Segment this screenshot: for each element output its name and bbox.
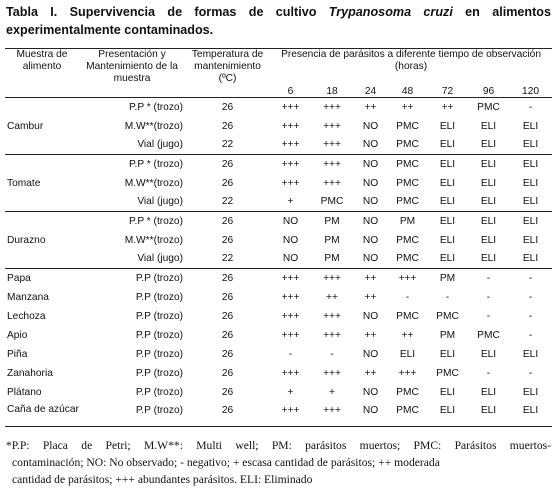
- result-cell: +++: [281, 291, 300, 303]
- header-presence: Presencia de parásitos a diferente tiempo de observación (horas): [281, 49, 541, 72]
- footnote-line: cantidad de parásitos; +++ abundantes parásitos. ELI: Eliminado: [12, 473, 313, 486]
- result-cell: -: [486, 310, 491, 322]
- result-cell: -: [445, 291, 450, 303]
- temperature-cell: 26: [221, 310, 234, 322]
- result-cell: +++: [270, 136, 311, 155]
- presentation-cell: P.P (trozo): [79, 402, 185, 427]
- table-row: [5, 364, 552, 383]
- result-cell: PMC: [477, 329, 500, 341]
- header-hour: 48: [388, 86, 427, 98]
- temperature-cell: 26: [221, 177, 234, 189]
- result-cell: ++: [364, 291, 377, 303]
- result-cell: +++: [398, 367, 417, 379]
- temperature-cell: 26: [221, 291, 234, 303]
- result-cell: PMC: [388, 136, 427, 155]
- result-cell: NO: [362, 386, 379, 398]
- result-cell: ELI: [522, 386, 539, 398]
- result-cell: -: [528, 101, 533, 113]
- food-cell: Manzana: [7, 291, 49, 303]
- table-row: [5, 174, 552, 193]
- result-cell: NO: [362, 310, 379, 322]
- result-cell: ELI: [480, 177, 497, 189]
- table-row: [5, 288, 552, 307]
- result-cell: ++: [401, 329, 414, 341]
- result-cell: ++: [364, 329, 377, 341]
- result-cell: +++: [323, 177, 341, 189]
- result-cell: ELI: [427, 193, 468, 212]
- result-cell: ++: [326, 291, 338, 303]
- title-text-end: en alimentos experimentalmente contaminados.: [6, 5, 551, 37]
- result-cell: PMC: [396, 234, 419, 246]
- temperature-cell: 26: [221, 386, 234, 398]
- result-cell: ELI: [439, 234, 456, 246]
- result-cell: PM: [439, 272, 456, 284]
- presentation-cell: P.P * (trozo): [129, 158, 183, 170]
- table-title: [6, 3, 551, 39]
- result-cell: -: [528, 329, 533, 341]
- survival-table: [5, 48, 552, 427]
- temperature-cell: 26: [221, 158, 234, 170]
- header-hour: 120: [509, 86, 552, 98]
- presentation-cell: Vial (jugo): [79, 136, 185, 155]
- header-hour: 18: [311, 86, 353, 98]
- header-temperature: Temperatura de mantenimiento (ºC): [185, 49, 270, 98]
- result-cell: ELI: [509, 402, 552, 427]
- result-cell: +++: [323, 120, 341, 132]
- result-cell: ELI: [468, 193, 509, 212]
- header-food: Muestra de alimento: [5, 49, 79, 98]
- temperature-cell: 26: [221, 234, 234, 246]
- food-cell: Cambur: [5, 98, 79, 155]
- table-row: [5, 136, 552, 155]
- result-cell: ELI: [439, 386, 456, 398]
- result-cell: +: [270, 193, 311, 212]
- temperature-cell: 26: [221, 272, 234, 284]
- temperature-cell: 26: [221, 215, 234, 227]
- result-cell: PM: [399, 215, 416, 227]
- result-cell: ELI: [439, 120, 456, 132]
- result-cell: +++: [270, 402, 311, 427]
- result-cell: +++: [281, 272, 300, 284]
- result-cell: ++: [364, 272, 377, 284]
- result-cell: ++: [364, 101, 377, 113]
- result-cell: PMC: [396, 120, 419, 132]
- food-cell: Plátano: [7, 386, 42, 398]
- temperature-cell: 22: [185, 193, 270, 212]
- presentation-cell: P.P (trozo): [135, 367, 183, 379]
- table-row: [5, 326, 552, 345]
- result-cell: ELI: [468, 250, 509, 269]
- result-cell: ELI: [522, 234, 539, 246]
- food-cell: Tomate: [5, 155, 79, 212]
- presentation-cell: P.P (trozo): [135, 310, 183, 322]
- presentation-cell: P.P * (trozo): [129, 101, 183, 113]
- result-cell: ELI: [439, 158, 456, 170]
- result-cell: +: [329, 386, 335, 398]
- result-cell: ELI: [522, 177, 539, 189]
- result-cell: ELI: [427, 250, 468, 269]
- result-cell: +++: [281, 120, 300, 132]
- title-species: Trypanosoma cruzi: [328, 5, 453, 19]
- table-row: [5, 193, 552, 212]
- result-cell: ELI: [480, 348, 497, 360]
- table-row: [5, 269, 552, 288]
- result-cell: ELI: [468, 402, 509, 427]
- result-cell: ELI: [480, 120, 497, 132]
- result-cell: -: [528, 310, 533, 322]
- presentation-cell: Vial (jugo): [79, 250, 185, 269]
- result-cell: +++: [311, 136, 353, 155]
- result-cell: +++: [281, 177, 300, 189]
- result-cell: PM: [324, 215, 340, 227]
- result-cell: PMC: [388, 193, 427, 212]
- result-cell: NO: [282, 234, 299, 246]
- result-cell: -: [288, 348, 293, 360]
- result-cell: -: [528, 272, 533, 284]
- result-cell: ++: [364, 367, 377, 379]
- table-row: [5, 345, 552, 364]
- presentation-cell: P.P (trozo): [135, 291, 183, 303]
- result-cell: ELI: [439, 348, 456, 360]
- temperature-cell: 26: [185, 402, 270, 427]
- result-cell: +++: [281, 310, 300, 322]
- result-cell: ELI: [468, 136, 509, 155]
- header-hour: 24: [353, 86, 388, 98]
- result-cell: NO: [362, 215, 379, 227]
- presentation-cell: M.W**(trozo): [124, 177, 183, 189]
- header-hour: 6: [270, 86, 311, 98]
- presentation-cell: P.P (trozo): [135, 386, 183, 398]
- food-cell: Piña: [7, 348, 28, 360]
- result-cell: ELI: [522, 348, 539, 360]
- temperature-cell: 26: [221, 329, 234, 341]
- result-cell: NO: [353, 250, 388, 269]
- temperature-cell: 26: [221, 367, 234, 379]
- temperature-cell: 26: [221, 101, 234, 113]
- result-cell: ELI: [522, 158, 539, 170]
- table-body: [5, 98, 552, 427]
- result-cell: -: [528, 367, 533, 379]
- result-cell: ELI: [522, 120, 539, 132]
- result-cell: PM: [439, 329, 456, 341]
- result-cell: PMC: [396, 177, 419, 189]
- result-cell: +++: [323, 367, 341, 379]
- result-cell: -: [486, 367, 491, 379]
- result-cell: NO: [362, 177, 379, 189]
- presentation-cell: P.P (trozo): [135, 272, 183, 284]
- presentation-cell: M.W**(trozo): [124, 234, 183, 246]
- result-cell: -: [330, 348, 334, 360]
- result-cell: NO: [362, 348, 379, 360]
- result-cell: ++: [401, 101, 414, 113]
- result-cell: +++: [281, 101, 300, 113]
- result-cell: ELI: [480, 234, 497, 246]
- footnote-line: *P.P: Placa de Petri; M.W**: Multi well; PM: parásitos muertos; PMC: Parásitos muertos-: [6, 439, 551, 452]
- result-cell: ++: [441, 101, 454, 113]
- result-cell: +++: [398, 272, 417, 284]
- result-cell: +++: [281, 158, 300, 170]
- result-cell: PMC: [436, 367, 459, 379]
- result-cell: -: [528, 291, 533, 303]
- result-cell: PMC: [396, 158, 419, 170]
- presentation-cell: P.P (trozo): [135, 329, 183, 341]
- title-text: Tabla I. Supervivencia de formas de cultivo: [6, 5, 329, 19]
- header-presentation: Presentación y Mantenimiento de la muestra: [79, 49, 185, 98]
- temperature-cell: 26: [221, 348, 234, 360]
- table-row: [5, 383, 552, 402]
- table-row: [5, 117, 552, 136]
- result-cell: ELI: [509, 136, 552, 155]
- result-cell: PM: [324, 234, 340, 246]
- result-cell: PMC: [388, 402, 427, 427]
- food-cell: Durazno: [5, 212, 79, 269]
- presentation-cell: P.P * (trozo): [129, 215, 183, 227]
- table-row: [5, 250, 552, 269]
- result-cell: +++: [323, 158, 341, 170]
- result-cell: NO: [362, 158, 379, 170]
- result-cell: +: [287, 386, 294, 398]
- presentation-cell: P.P (trozo): [135, 348, 183, 360]
- result-cell: ELI: [480, 158, 497, 170]
- result-cell: +++: [323, 101, 341, 113]
- header-hour: 72: [427, 86, 468, 98]
- table-row: [5, 98, 552, 117]
- temperature-cell: 22: [185, 250, 270, 269]
- result-cell: +++: [323, 310, 341, 322]
- food-cell: Lechoza: [7, 310, 46, 322]
- result-cell: ELI: [480, 386, 497, 398]
- header-hour: 96: [468, 86, 509, 98]
- result-cell: ELI: [427, 402, 468, 427]
- result-cell: ELI: [522, 215, 539, 227]
- result-cell: NO: [353, 193, 388, 212]
- result-cell: NO: [282, 215, 299, 227]
- result-cell: +++: [281, 367, 300, 379]
- result-cell: +++: [281, 329, 300, 341]
- result-cell: +++: [311, 402, 353, 427]
- result-cell: ELI: [439, 177, 456, 189]
- result-cell: PMC: [436, 310, 459, 322]
- footnote: [6, 437, 551, 488]
- result-cell: -: [486, 291, 491, 303]
- result-cell: ELI: [480, 215, 497, 227]
- table-row: [5, 155, 552, 174]
- temperature-cell: 22: [185, 136, 270, 155]
- result-cell: ELI: [427, 136, 468, 155]
- result-cell: PMC: [396, 310, 419, 322]
- temperature-cell: 26: [221, 120, 234, 132]
- table-row: [5, 402, 552, 427]
- result-cell: ELI: [399, 348, 416, 360]
- presentation-cell: M.W**(trozo): [124, 120, 183, 132]
- table-row: [5, 231, 552, 250]
- result-cell: NO: [353, 402, 388, 427]
- table-row: [5, 307, 552, 326]
- food-cell: Zanahoria: [7, 367, 53, 379]
- result-cell: ELI: [439, 215, 456, 227]
- result-cell: +++: [323, 329, 341, 341]
- result-cell: PMC: [396, 386, 419, 398]
- result-cell: NO: [270, 250, 311, 269]
- result-cell: ELI: [509, 193, 552, 212]
- food-cell: Papa: [7, 272, 31, 284]
- result-cell: PMC: [388, 250, 427, 269]
- result-cell: +++: [323, 272, 341, 284]
- result-cell: PM: [311, 250, 353, 269]
- food-cell: Caña de azúcar: [5, 402, 79, 427]
- result-cell: ELI: [509, 250, 552, 269]
- footnote-line: contaminación; NO: No observado; - negativo; + escasa cantidad de parásitos; ++ moderada: [12, 456, 440, 469]
- presentation-cell: Vial (jugo): [79, 193, 185, 212]
- result-cell: NO: [362, 234, 379, 246]
- result-cell: PMC: [477, 101, 500, 113]
- result-cell: -: [405, 291, 410, 303]
- result-cell: -: [486, 272, 491, 284]
- result-cell: NO: [362, 120, 379, 132]
- result-cell: NO: [353, 136, 388, 155]
- result-cell: PMC: [311, 193, 353, 212]
- food-cell: Apio: [7, 329, 28, 341]
- table-row: [5, 212, 552, 231]
